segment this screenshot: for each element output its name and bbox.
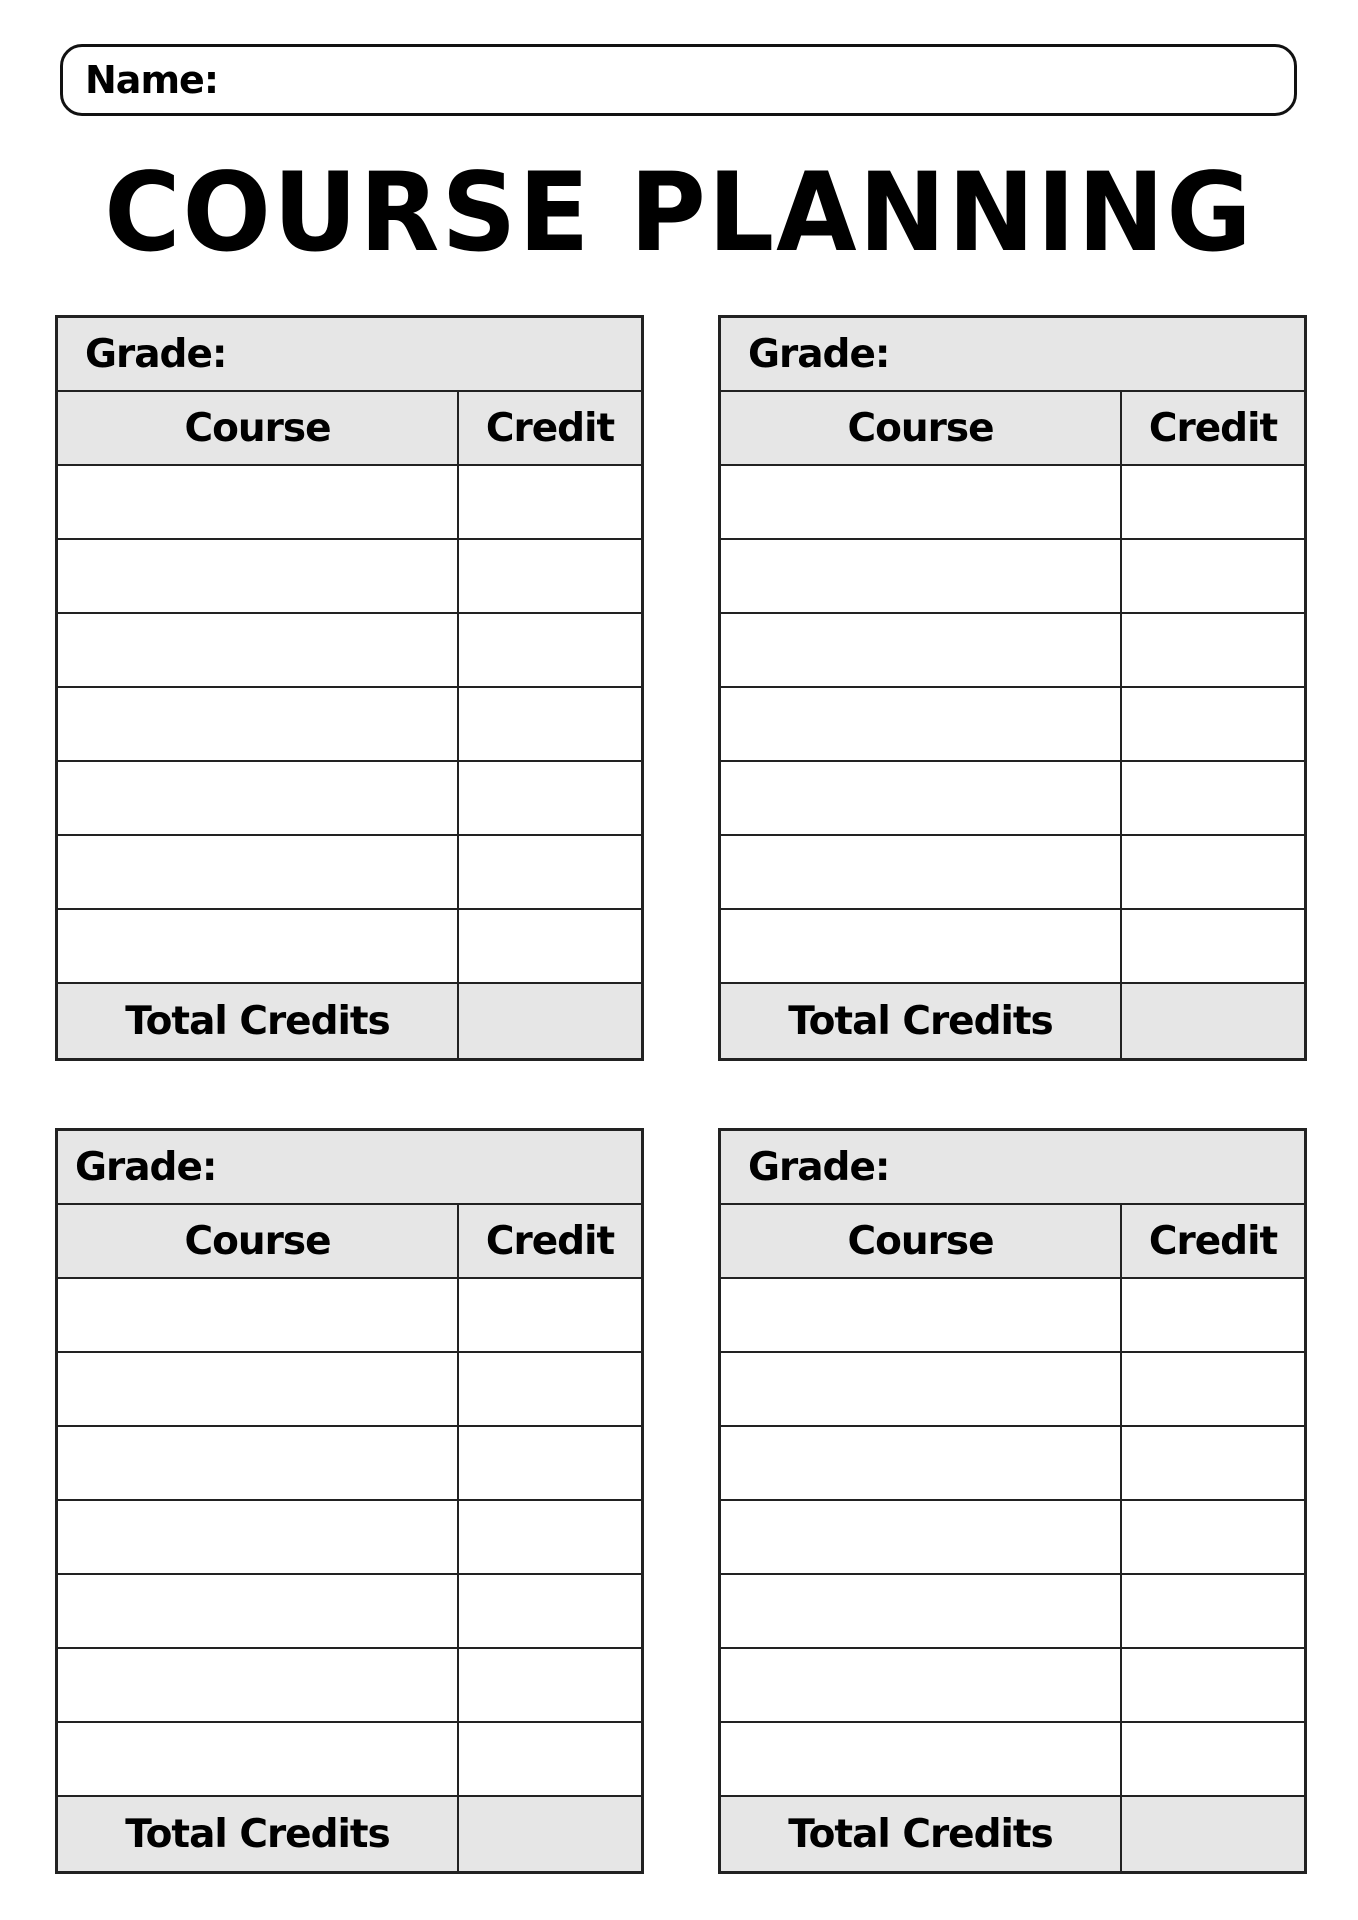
- table-header: [58, 1205, 641, 1279]
- credit-cell[interactable]: [459, 1575, 641, 1647]
- grade-label: Grade:: [75, 1144, 217, 1190]
- credit-cell[interactable]: [459, 836, 641, 908]
- course-cell[interactable]: [58, 1723, 459, 1795]
- course-header: Course: [721, 1205, 1122, 1277]
- grade-planner-3: [55, 1128, 644, 1874]
- table-row: [58, 836, 641, 910]
- table-row: [721, 836, 1304, 910]
- credit-header: Credit: [1148, 405, 1278, 451]
- table-row: [721, 688, 1304, 762]
- credit-cell[interactable]: [1122, 1279, 1304, 1351]
- credit-cell[interactable]: [459, 466, 641, 538]
- course-cell[interactable]: [721, 1723, 1122, 1795]
- table-row: [721, 1649, 1304, 1723]
- grade-field[interactable]: [721, 318, 1304, 392]
- grade-label: Grade:: [748, 1144, 890, 1190]
- course-cell[interactable]: [58, 1427, 459, 1499]
- table-row: [58, 1575, 641, 1649]
- credit-cell[interactable]: [459, 1649, 641, 1721]
- grade-field[interactable]: [721, 1131, 1304, 1205]
- course-cell[interactable]: [721, 614, 1122, 686]
- total-credits-cell[interactable]: [1122, 1797, 1304, 1871]
- credit-cell[interactable]: [1122, 910, 1304, 982]
- course-header: Course: [58, 1205, 459, 1277]
- table-row: [58, 1649, 641, 1723]
- total-credits-cell[interactable]: [459, 1797, 641, 1871]
- course-cell[interactable]: [58, 540, 459, 612]
- table-row: [58, 1353, 641, 1427]
- total-row: [58, 1797, 641, 1871]
- course-cell[interactable]: [721, 1501, 1122, 1573]
- grade-planner-1: [55, 315, 644, 1061]
- table-row: [721, 614, 1304, 688]
- credit-cell[interactable]: [459, 1501, 641, 1573]
- total-credits-label: Total Credits: [721, 1797, 1122, 1871]
- credit-header: Credit: [485, 1218, 615, 1264]
- credit-cell[interactable]: [459, 1279, 641, 1351]
- credit-cell[interactable]: [1122, 466, 1304, 538]
- credit-header: Credit: [485, 405, 615, 451]
- credit-cell[interactable]: [1122, 1723, 1304, 1795]
- credit-cell[interactable]: [1122, 762, 1304, 834]
- course-cell[interactable]: [721, 1427, 1122, 1499]
- table-header: [58, 392, 641, 466]
- credit-cell[interactable]: [1122, 1575, 1304, 1647]
- grade-planner-4: [718, 1128, 1307, 1874]
- total-credits-cell[interactable]: [459, 984, 641, 1058]
- grade-label: Grade:: [85, 331, 227, 377]
- credit-cell[interactable]: [459, 1353, 641, 1425]
- table-row: [58, 1501, 641, 1575]
- course-cell[interactable]: [58, 1649, 459, 1721]
- credit-cell[interactable]: [1122, 540, 1304, 612]
- course-cell[interactable]: [58, 836, 459, 908]
- course-header: Course: [721, 392, 1122, 464]
- course-cell[interactable]: [721, 910, 1122, 982]
- table-row: [58, 1723, 641, 1797]
- table-row: [58, 762, 641, 836]
- total-credits-cell[interactable]: [1122, 984, 1304, 1058]
- course-cell[interactable]: [721, 1575, 1122, 1647]
- table-row: [58, 910, 641, 984]
- total-credits-label: Total Credits: [58, 984, 459, 1058]
- name-field[interactable]: [60, 44, 1297, 116]
- table-row: [721, 1427, 1304, 1501]
- table-row: [58, 1279, 641, 1353]
- total-row: [721, 984, 1304, 1058]
- course-cell[interactable]: [58, 1575, 459, 1647]
- course-cell[interactable]: [58, 1501, 459, 1573]
- table-row: [58, 1427, 641, 1501]
- total-row: [58, 984, 641, 1058]
- course-cell[interactable]: [721, 540, 1122, 612]
- course-cell[interactable]: [721, 1279, 1122, 1351]
- grade-field[interactable]: [58, 318, 641, 392]
- table-header: [721, 392, 1304, 466]
- credit-cell[interactable]: [459, 910, 641, 982]
- course-cell[interactable]: [58, 1279, 459, 1351]
- credit-cell[interactable]: [459, 1427, 641, 1499]
- table-row: [721, 762, 1304, 836]
- credit-cell[interactable]: [1122, 1427, 1304, 1499]
- course-header: Course: [58, 392, 459, 464]
- credit-cell[interactable]: [1122, 688, 1304, 760]
- table-row: [721, 466, 1304, 540]
- table-row: [58, 466, 641, 540]
- course-cell[interactable]: [58, 466, 459, 538]
- course-cell[interactable]: [58, 614, 459, 686]
- course-cell[interactable]: [721, 836, 1122, 908]
- course-cell[interactable]: [721, 688, 1122, 760]
- course-cell[interactable]: [721, 762, 1122, 834]
- table-header: [721, 1205, 1304, 1279]
- table-row: [58, 688, 641, 762]
- credit-cell[interactable]: [1122, 1649, 1304, 1721]
- table-row: [721, 1501, 1304, 1575]
- grade-label: Grade:: [748, 331, 890, 377]
- credit-cell[interactable]: [459, 762, 641, 834]
- table-row: [721, 540, 1304, 614]
- table-row: [721, 1353, 1304, 1427]
- course-cell[interactable]: [58, 1353, 459, 1425]
- course-cell[interactable]: [58, 762, 459, 834]
- table-row: [721, 1723, 1304, 1797]
- course-cell[interactable]: [58, 688, 459, 760]
- credit-cell[interactable]: [1122, 836, 1304, 908]
- table-row: [58, 540, 641, 614]
- credit-cell[interactable]: [459, 1723, 641, 1795]
- total-credits-label: Total Credits: [58, 1797, 459, 1871]
- course-cell[interactable]: [721, 1649, 1122, 1721]
- table-row: [58, 614, 641, 688]
- course-cell[interactable]: [58, 910, 459, 982]
- grade-planner-2: [718, 315, 1307, 1061]
- credit-cell[interactable]: [459, 688, 641, 760]
- credit-header: Credit: [1148, 1218, 1278, 1264]
- credit-cell[interactable]: [459, 614, 641, 686]
- table-row: [721, 910, 1304, 984]
- credit-cell[interactable]: [1122, 614, 1304, 686]
- credit-cell[interactable]: [1122, 1353, 1304, 1425]
- table-row: [721, 1279, 1304, 1353]
- credit-cell[interactable]: [1122, 1501, 1304, 1573]
- course-cell[interactable]: [721, 1353, 1122, 1425]
- page-title: COURSE PLANNING: [104, 147, 1254, 277]
- course-cell[interactable]: [721, 466, 1122, 538]
- total-row: [721, 1797, 1304, 1871]
- grade-field[interactable]: [58, 1131, 641, 1205]
- credit-cell[interactable]: [459, 540, 641, 612]
- name-label: Name:: [85, 58, 219, 102]
- table-row: [721, 1575, 1304, 1649]
- total-credits-label: Total Credits: [721, 984, 1122, 1058]
